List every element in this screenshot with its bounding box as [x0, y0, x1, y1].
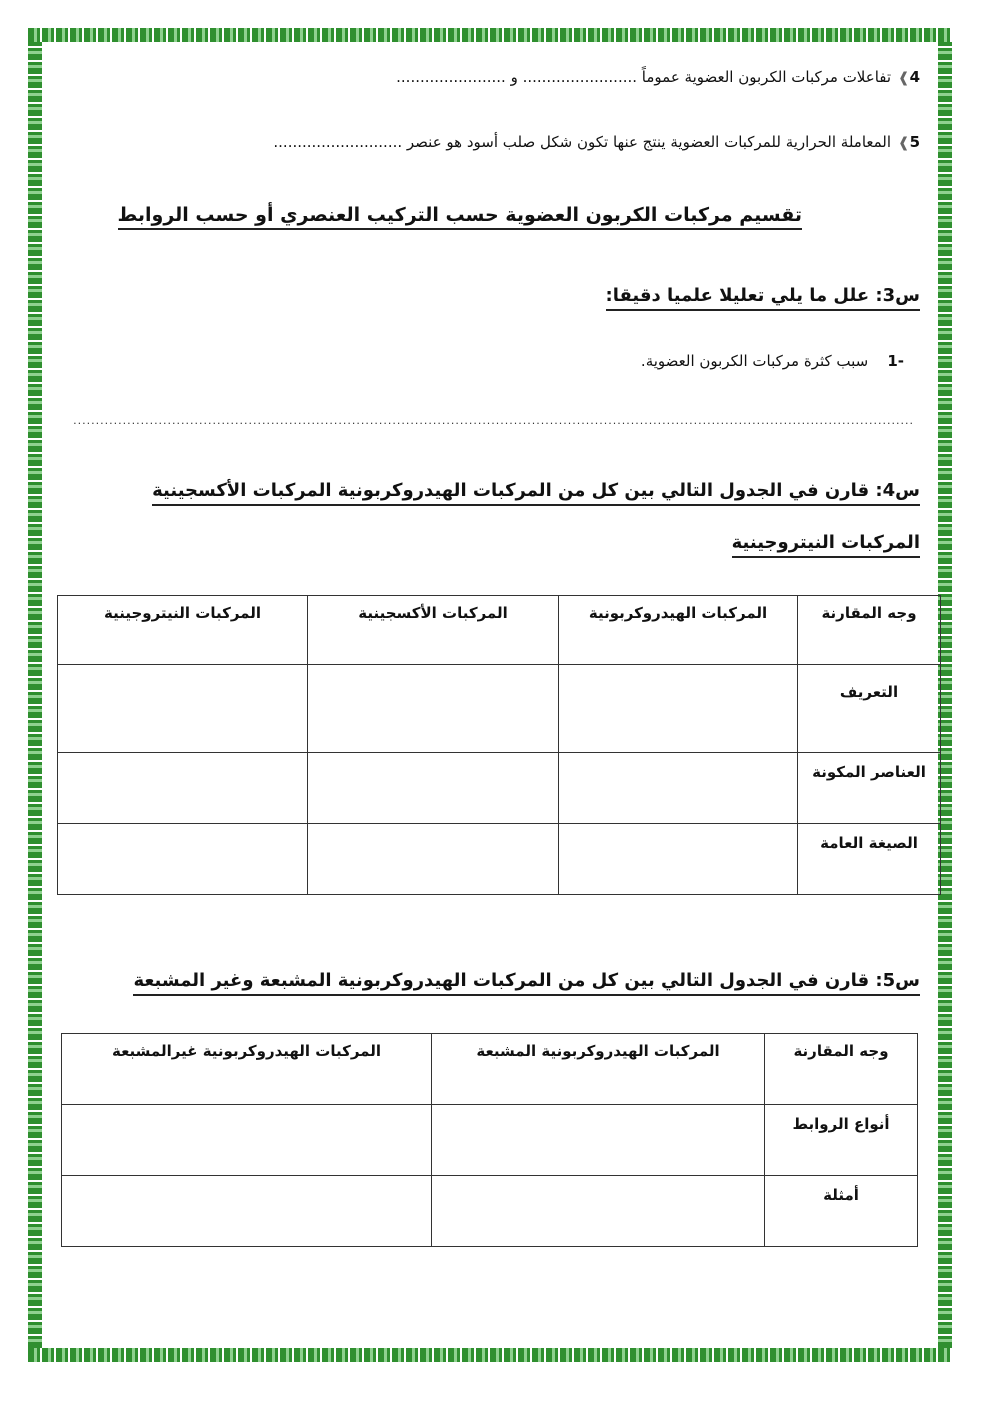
arrow-icon: ❱	[897, 135, 910, 151]
table-row	[58, 665, 941, 753]
table-header-cell: المركبات الهيدروكربونية غيرالمشبعة	[62, 1034, 432, 1105]
question-3-item-text: سبب كثرة مركبات الكربون العضوية.	[640, 352, 869, 370]
line-5-number: 5	[909, 133, 920, 151]
row-label: التعريف	[798, 665, 941, 753]
answer-cell[interactable]	[559, 753, 798, 824]
table-header-row	[58, 596, 941, 665]
table-header-cell: المركبات الهيدروكربونية	[559, 596, 798, 665]
answer-cell[interactable]	[308, 753, 559, 824]
answer-cell[interactable]	[432, 1105, 765, 1176]
question-4-heading-line2	[732, 532, 920, 553]
table-header-cell: وجه المقارنة	[798, 596, 941, 665]
row-label: أمثلة	[765, 1176, 918, 1247]
answer-line[interactable]: ...........................................................................................................................................................................................	[73, 414, 914, 427]
row-label: أنواع الروابط	[765, 1105, 918, 1176]
table-header-cell: المركبات النيتروجينية	[58, 596, 308, 665]
fill-in-line-4	[396, 68, 920, 86]
table-header-cell: المركبات الهيدروكربونية المشبعة	[432, 1034, 765, 1105]
answer-cell[interactable]	[308, 824, 559, 895]
comparison-table-2	[61, 1033, 918, 1247]
question-3-item-number: -1	[887, 352, 904, 370]
arrow-icon: ❱	[897, 70, 910, 86]
question-3-heading	[606, 285, 921, 306]
answer-cell[interactable]	[62, 1176, 432, 1247]
answer-cell[interactable]	[559, 824, 798, 895]
table-header-cell: وجه المقارنة	[765, 1034, 918, 1105]
question-5-heading-text: س5: قارن في الجدول التالي بين كل من المركبات الهيدروكربونية المشبعة وغير المشبعة	[133, 970, 920, 996]
line-4-number: 4	[909, 68, 920, 86]
row-label: الصيغة العامة	[798, 824, 941, 895]
question-4-heading-text-1: س4: قارن في الجدول التالي بين كل من المركبات الهيدروكربونية المركبات الأكسجينية	[152, 480, 920, 506]
question-3-heading-text: س3: علل ما يلي تعليلا علميا دقيقا:	[606, 285, 921, 311]
answer-cell[interactable]	[58, 824, 308, 895]
section-title-text: تقسيم مركبات الكربون العضوية حسب التركيب العنصري أو حسب الروابط	[118, 204, 802, 230]
answer-cell[interactable]	[308, 665, 559, 753]
table-row	[58, 824, 941, 895]
table-row	[62, 1176, 918, 1247]
question-4-heading-line1	[152, 480, 920, 501]
answer-cell[interactable]	[432, 1176, 765, 1247]
question-5-heading	[133, 970, 920, 991]
line-5-text: المعاملة الحرارية للمركبات العضوية ينتج عنها تكون شكل صلب أسود هو عنصر ...........................	[273, 133, 892, 151]
fill-in-line-5	[273, 133, 920, 151]
comparison-table-1	[57, 595, 941, 895]
table-row	[58, 753, 941, 824]
answer-cell[interactable]	[559, 665, 798, 753]
answer-cell[interactable]	[58, 753, 308, 824]
table-header-row	[62, 1034, 918, 1105]
section-title	[118, 204, 802, 226]
row-label: العناصر المكونة	[798, 753, 941, 824]
table-row	[62, 1105, 918, 1176]
answer-cell[interactable]	[58, 665, 308, 753]
question-3-item	[641, 352, 904, 370]
table-header-cell: المركبات الأكسجينية	[308, 596, 559, 665]
line-4-text: تفاعلات مركبات الكربون العضوية عموماً ........................ و .......................	[396, 68, 892, 86]
answer-cell[interactable]	[62, 1105, 432, 1176]
question-4-heading-text-2: المركبات النيتروجينية	[732, 532, 920, 558]
